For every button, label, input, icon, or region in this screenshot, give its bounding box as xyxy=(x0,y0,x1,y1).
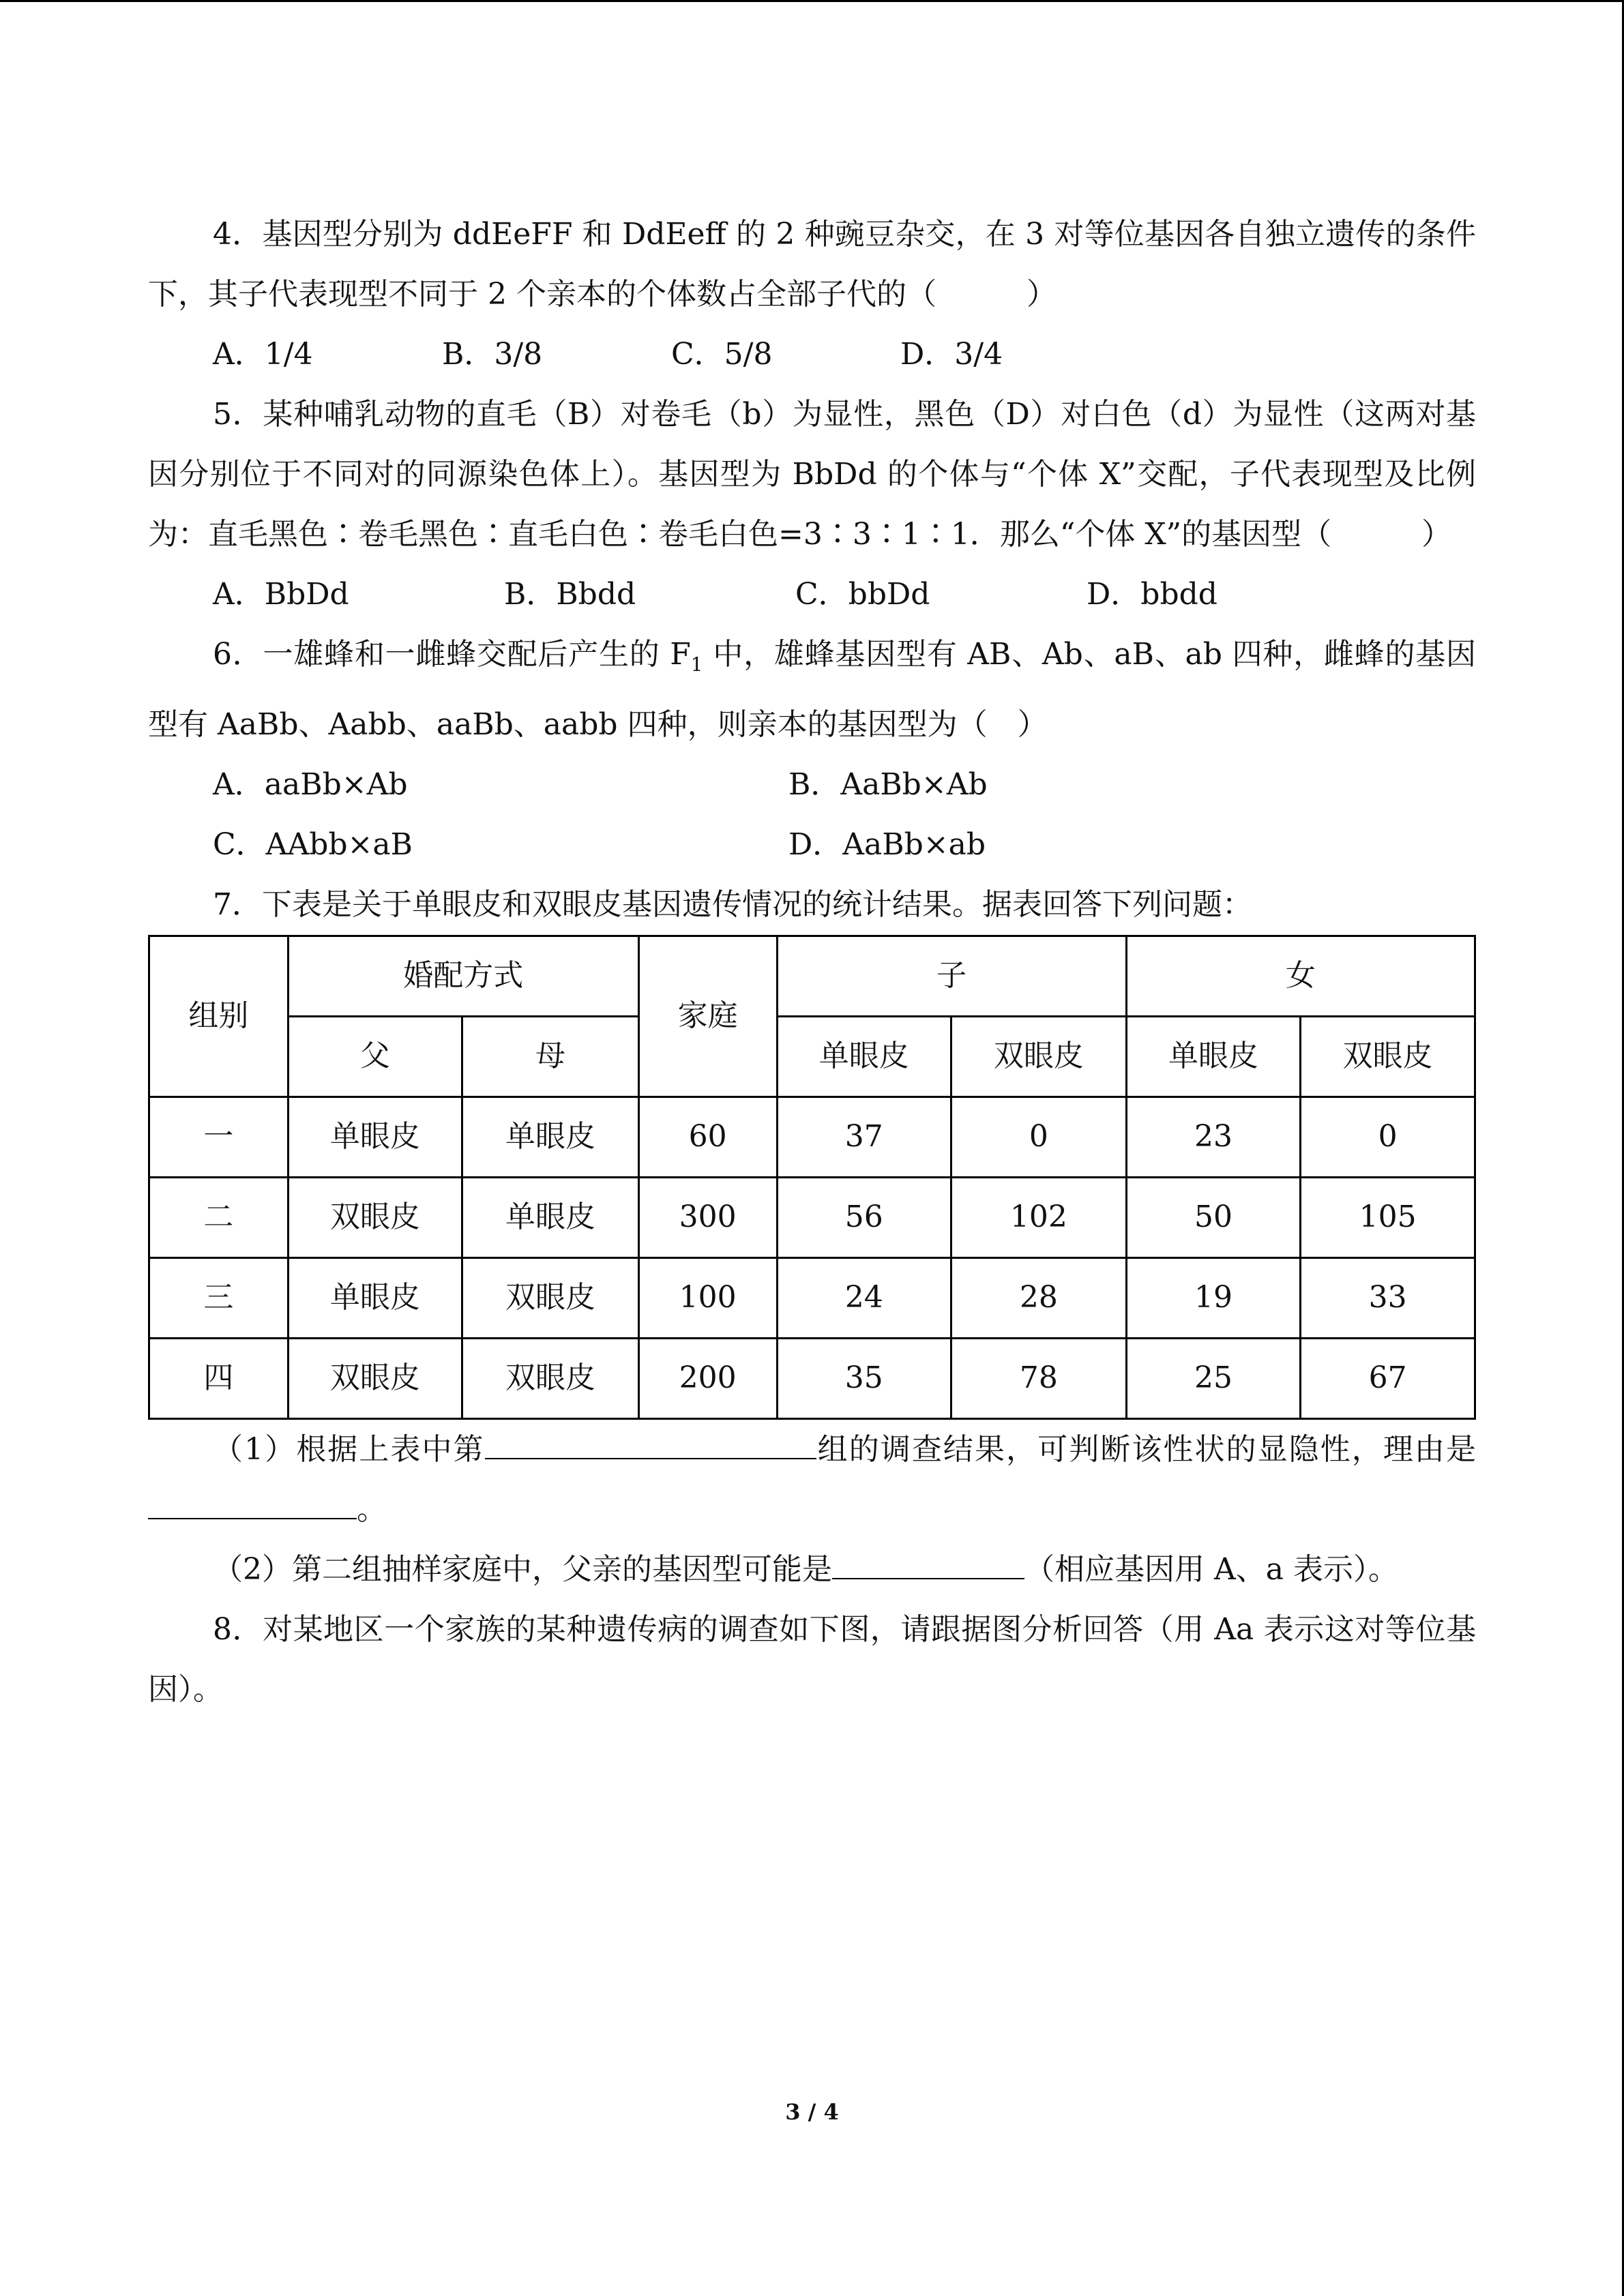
header-son: 子 xyxy=(777,936,1126,1016)
q5-option-b: B．Bbdd xyxy=(504,577,636,612)
table-cell: 单眼皮 xyxy=(462,1177,639,1257)
table-row xyxy=(149,1177,1475,1257)
table-cell: 67 xyxy=(1301,1338,1475,1418)
q7-s2-text-a: （2）第二组抽样家庭中，父亲的基因型可能是 xyxy=(213,1551,832,1587)
table-cell: 102 xyxy=(951,1177,1127,1257)
table-cell: 单眼皮 xyxy=(288,1257,462,1338)
table-cell: 0 xyxy=(951,1097,1127,1177)
table-cell: 35 xyxy=(777,1338,951,1418)
table-cell: 三 xyxy=(149,1257,289,1338)
table-cell: 37 xyxy=(777,1097,951,1177)
q6-option-a: A．aaBb×Ab xyxy=(213,766,408,802)
header-group: 组别 xyxy=(149,936,289,1097)
table-cell: 双眼皮 xyxy=(288,1177,462,1257)
header-mating: 婚配方式 xyxy=(288,936,638,1016)
q6-option-d: D．AaBb×ab xyxy=(788,826,986,862)
header-father: 父 xyxy=(288,1016,462,1097)
table-cell: 300 xyxy=(638,1177,777,1257)
header-daughter-double: 双眼皮 xyxy=(1301,1016,1475,1097)
table-header-row-1 xyxy=(149,936,1475,1016)
question-5-text: 5．某种哺乳动物的直毛（B）对卷毛（b）为显性，黑色（D）对白色（d）为显性（这两对基因分别位于不同对的同源染色体上）。基因型为 BbDd 的个体与“个体 X”交配，子代表现型及比例为：直毛黑色∶卷毛黑色∶直毛白色∶卷毛白色=3∶3∶1∶1．那么“个体 X”的基因型（ ） xyxy=(148,397,1476,552)
q4-option-c: C．5/8 xyxy=(671,337,773,372)
question-7-sub-2 xyxy=(148,1540,1476,1600)
question-6-options-row-2 xyxy=(148,815,1476,875)
q5-option-c: C．bbDd xyxy=(795,577,930,612)
table-cell: 一 xyxy=(149,1097,289,1177)
table-cell: 双眼皮 xyxy=(288,1338,462,1418)
table-cell: 100 xyxy=(638,1257,777,1338)
answer-blank-1[interactable] xyxy=(485,1420,816,1459)
q7-s1-text-b: 组的调查结果，可判断该性状的显隐性，理由是 xyxy=(816,1431,1476,1467)
answer-blank-3[interactable] xyxy=(832,1540,1024,1579)
table-cell: 78 xyxy=(951,1338,1127,1418)
question-4-options xyxy=(148,325,1476,385)
eyelid-statistics-table xyxy=(148,935,1476,1420)
header-daughter-single: 单眼皮 xyxy=(1126,1016,1301,1097)
table-row xyxy=(149,1257,1475,1338)
q5-option-d: D．bbdd xyxy=(1087,577,1217,612)
table-row xyxy=(149,1097,1475,1177)
header-mother: 母 xyxy=(462,1016,639,1097)
q7-s2-text-b: （相应基因用 A、a 表示）。 xyxy=(1024,1551,1398,1587)
page-border-top xyxy=(0,0,1624,2)
q6-text-pre: 6．一雄蜂和一雌蜂交配后产生的 F xyxy=(213,637,691,672)
table-cell: 单眼皮 xyxy=(288,1097,462,1177)
table-cell: 105 xyxy=(1301,1177,1475,1257)
header-son-single: 单眼皮 xyxy=(777,1016,951,1097)
table-cell: 50 xyxy=(1126,1177,1301,1257)
table-cell: 单眼皮 xyxy=(462,1097,639,1177)
header-family: 家庭 xyxy=(638,936,777,1097)
question-6-options-row-1 xyxy=(148,755,1476,815)
table-cell: 23 xyxy=(1126,1097,1301,1177)
q6-option-b: B．AaBb×Ab xyxy=(788,766,988,802)
question-8-text: 8．对某地区一个家族的某种遗传病的调查如下图，请跟据图分析回答（用 Aa 表示这对等位基因）。 xyxy=(148,1611,1476,1707)
header-son-double: 双眼皮 xyxy=(951,1016,1127,1097)
answer-blank-2[interactable] xyxy=(148,1480,357,1519)
table-cell: 33 xyxy=(1301,1257,1475,1338)
table-cell: 24 xyxy=(777,1257,951,1338)
table-header-row-2 xyxy=(149,1016,1475,1097)
q6-option-c: C．AAbb×aB xyxy=(213,826,413,862)
table-cell: 28 xyxy=(951,1257,1127,1338)
table-cell: 19 xyxy=(1126,1257,1301,1338)
header-daughter: 女 xyxy=(1126,936,1475,1016)
q4-option-a: A．1/4 xyxy=(213,337,313,372)
table-cell: 双眼皮 xyxy=(462,1257,639,1338)
q4-option-b: B．3/8 xyxy=(442,337,543,372)
table-cell: 60 xyxy=(638,1097,777,1177)
q6-text-post: 中，雄蜂基因型有 AB、Ab、aB、ab 四种，雌蜂的基因型有 AaBb、Aabb、aaBb、aabb 四种，则亲本的基因型为（ ） xyxy=(148,637,1476,742)
table-cell: 二 xyxy=(149,1177,289,1257)
question-6-text xyxy=(148,625,1476,755)
table-cell: 56 xyxy=(777,1177,951,1257)
table-cell: 0 xyxy=(1301,1097,1475,1177)
table-cell: 双眼皮 xyxy=(462,1338,639,1418)
q7-s1-text-c: 。 xyxy=(357,1491,387,1527)
q5-option-a: A．BbDd xyxy=(213,577,349,612)
question-4-text: 4．基因型分别为 ddEeFF 和 DdEeff 的 2 种豌豆杂交，在 3 对等位基因各自独立遗传的条件下，其子代表现型不同于 2 个亲本的个体数占全部子代的（ ） xyxy=(148,217,1476,312)
question-7-intro: 7．下表是关于单眼皮和双眼皮基因遗传情况的统计结果。据表回答下列问题： xyxy=(213,886,1252,922)
question-7-sub-1 xyxy=(148,1420,1476,1540)
table-row xyxy=(149,1338,1475,1418)
q7-s1-text-a: （1）根据上表中第 xyxy=(213,1431,485,1467)
q6-subscript: 1 xyxy=(690,653,703,676)
table-cell: 200 xyxy=(638,1338,777,1418)
page-content xyxy=(148,205,1476,1720)
q4-option-d: D．3/4 xyxy=(900,337,1003,372)
table-cell: 25 xyxy=(1126,1338,1301,1418)
question-5-options xyxy=(148,565,1476,625)
table-cell: 四 xyxy=(149,1338,289,1418)
page-number: 3 / 4 xyxy=(785,2099,839,2125)
